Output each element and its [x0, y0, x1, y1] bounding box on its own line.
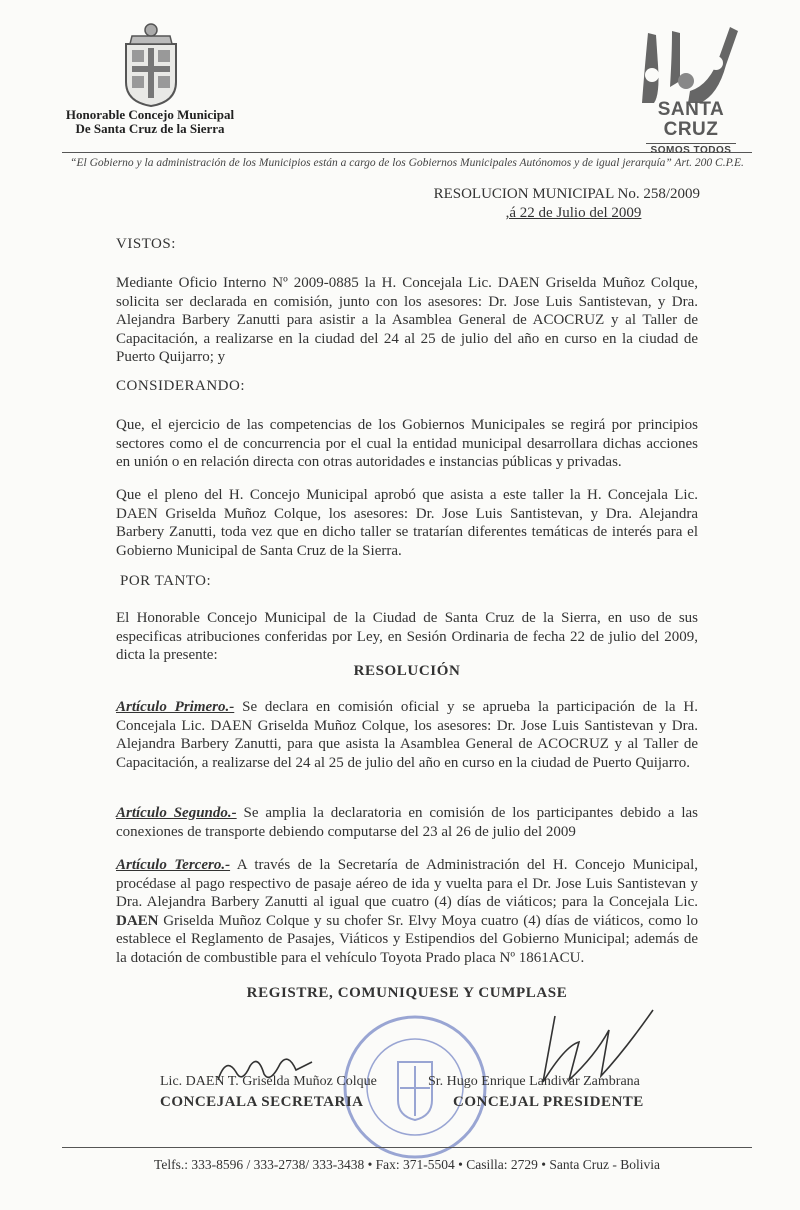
closing-formula: REGISTRE, COMUNIQUESE Y CUMPLASE — [246, 985, 568, 1001]
council-name — [60, 108, 240, 136]
article-2-label: Artículo Segundo.- — [116, 805, 237, 821]
footer-divider — [62, 1147, 752, 1148]
santa-cruz-brand — [636, 100, 746, 158]
considerando-paragraph-2: Que el pleno del H. Concejo Municipal aprobó que asista a este taller la H. Concejala Lic. DAEN Griselda Muñoz Colque, los asesores: Dr. Jose Luis Santistevan, y Dra. Alejandra Barbery Zanutti, toda vez que en dicho taller se tratarían diferentes temáticas de interés para el Gobierno Municipal de Santa Cruz de la Sierra. — [116, 487, 698, 559]
council-line-1: Honorable Concejo Municipal — [65, 107, 235, 122]
header-divider — [62, 152, 752, 153]
resolution-number: RESOLUCION MUNICIPAL No. 258/2009 — [433, 186, 700, 202]
santa-cruz-logo-icon — [630, 25, 750, 105]
article-3 — [116, 856, 698, 967]
resolution-date: ,á 22 de Julio del 2009 — [505, 205, 642, 221]
right-signatory-title: CONCEJAL PRESIDENTE — [453, 1094, 644, 1110]
article-3-label: Artículo Tercero.- — [116, 857, 231, 873]
article-3-text-1: A través de la Secretaría de Administración del H. Concejo Municipal, procédase al pago respectivo de pasaje aéreo de ida y vuelta para el Dr. Jose Luis Santistevan y Dra. Alejandra Barbery Zanutti al igual que cuatro (4) días de viáticos; para la Concejala Lic. — [116, 857, 698, 910]
footer-contacts: Telfs.: 333-8596 / 333-2738/ 333-3438 • Fax: 371-5504 • Casilla: 2729 • Santa Cruz - Bolivia — [154, 1157, 660, 1172]
article-1-text: Se declara en comisión oficial y se aprueba la participación de la H. Concejala Lic. DAEN Griselda Muñoz Colque, los asesores: Dr. Jose Luis Santistevan y Dra. Alejandra Barbery Zanutti, para que asista la Asamblea General de ACOCRUZ y al Taller de Capacitación, a realizarse del 24 al 25 de julio del año en curso en la ciudad de Puerto Quijarro. — [116, 699, 699, 771]
vistos-paragraph: Mediante Oficio Interno Nº 2009-0885 la H. Concejala Lic. DAEN Griselda Muñoz Colque, solicita ser declarada en comisión, junto con los asesores: Dr. Jose Luis Santistevan, y Dra. Alejandra Barbery Zanutti para asistir a la Asamblea General de ACOCRUZ y al Taller de Capacitación, a realizarse en la ciudad del 24 al 25 de julio del año en curso en la ciudad de Puerto Quijarro; y — [116, 275, 698, 365]
brand-tagline: SOMOS TODOS — [646, 143, 736, 156]
article-2-text: Se amplia la declaratoria en comisión de los participantes debido a las conexiones de transporte debiendo computarse del 23 al 26 de julio del 2009 — [116, 805, 698, 840]
considerando-heading: CONSIDERANDO: — [116, 378, 246, 394]
resolucion-title: RESOLUCIÓN — [353, 663, 461, 679]
coat-of-arms-icon — [118, 22, 184, 108]
article-3-text-2: Griselda Muñoz Colque y su chofer Sr. Elvy Moya cuatro (4) días de viáticos, como lo establece el Reglamento de Pasajes, Viáticos y Estipendios del Gobierno Municipal; además de la dotación de combustible para el vehículo Toyota Prado placa Nº 1861ACU. — [116, 912, 698, 966]
por-tanto-heading: POR TANTO: — [120, 573, 212, 589]
por-tanto-paragraph: El Honorable Concejo Municipal de la Ciudad de Santa Cruz de la Sierra, en uso de sus especificas atribuciones conferidas por Ley, en Sesión Ordinaria de fecha 22 de julio del 2009, dicta la presente: — [116, 610, 698, 663]
header-motto: “El Gobierno y la administración de los Municipios están a cargo de los Gobiernos Municipales Autónomos y de igual jerarquía” Art. 200 C.P.E. — [70, 157, 744, 169]
vistos-heading: VISTOS: — [116, 236, 176, 252]
brand-name: SANTA CRUZ — [657, 99, 725, 140]
article-1 — [116, 698, 698, 772]
left-signatory-title: CONCEJALA SECRETARIA — [160, 1094, 364, 1110]
article-1-label: Artículo Primero.- — [116, 699, 235, 715]
resolution-heading — [434, 185, 700, 223]
council-line-2: De Santa Cruz de la Sierra — [75, 121, 225, 136]
right-signatory-name: Sr. Hugo Enrique Landivar Zambrana — [428, 1074, 640, 1089]
article-2 — [116, 804, 698, 841]
considerando-paragraph-1: Que, el ejercicio de las competencias de los Gobiernos Municipales se regirá por principios sectores como el de concurrencia por el cual la entidad municipal desarrollara dichas acciones en unión o en relación directa con otras autoridades e instancias públicas y privadas. — [116, 417, 698, 470]
article-3-bold: DAEN — [116, 912, 159, 929]
left-signatory-name: Lic. DAEN T. Griselda Muñoz Colque — [160, 1074, 377, 1089]
